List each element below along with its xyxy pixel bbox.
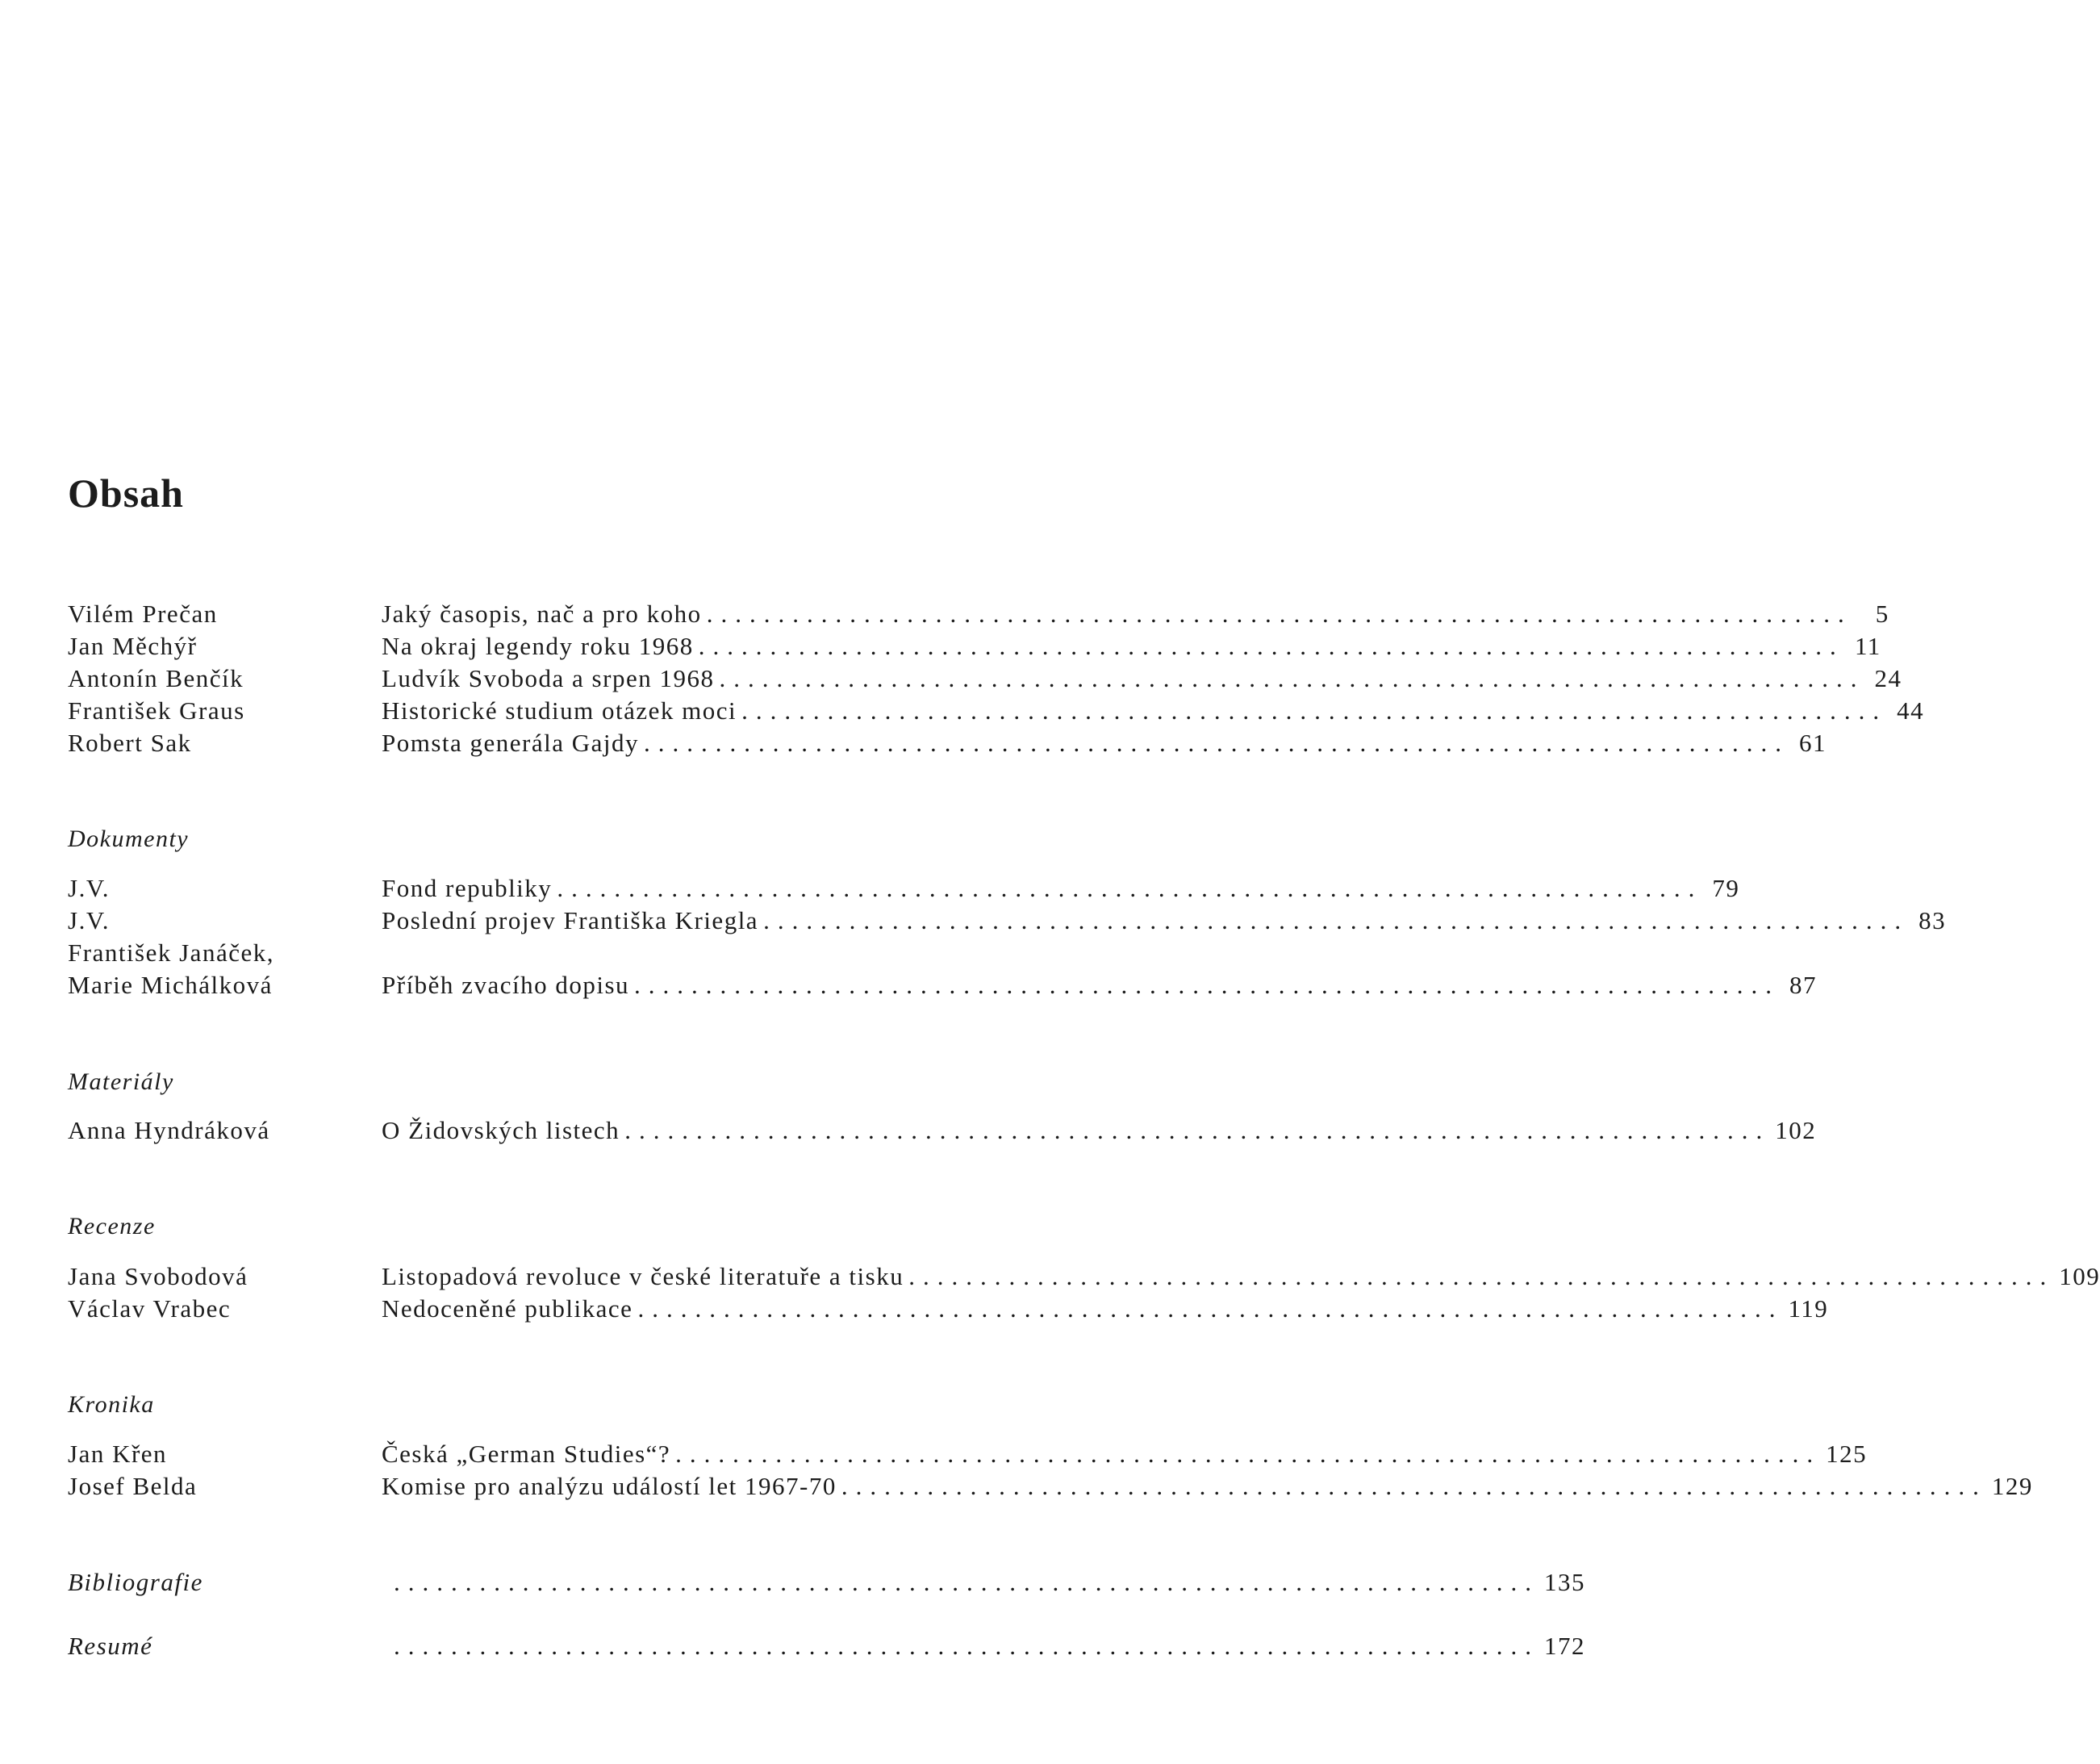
page-title: Obsah (68, 470, 184, 516)
entry-author: František Graus (68, 696, 245, 725)
dot-leader: ................................................................................ (624, 1116, 1771, 1144)
toc-entry[interactable] (68, 1260, 2100, 1293)
section-heading-materialy: Materiály (68, 1068, 174, 1095)
entry-title: Na okraj legendy roku 1968 (382, 632, 694, 660)
toc-entry[interactable] (68, 598, 1889, 630)
entry-author: Marie Michálková (68, 971, 273, 999)
toc-entry[interactable] (68, 630, 1881, 663)
toc-entry[interactable] (68, 1293, 1829, 1325)
entry-title: Historické studium otázek moci (382, 696, 737, 725)
entry-page: 87 (1789, 971, 1818, 999)
section-heading-kronika: Kronika (68, 1391, 155, 1418)
toc-entry[interactable] (68, 727, 1827, 759)
entry-title: Pomsta generála Gajdy (382, 729, 640, 757)
entry-page: 119 (1788, 1294, 1829, 1323)
dot-leader: ................................................................................ (637, 1294, 1784, 1323)
entry-page: 5 (1875, 600, 1889, 628)
dot-leader: ................................................................................ (719, 664, 1865, 692)
dot-leader: ................................................................................ (644, 729, 1790, 757)
entry-page: 44 (1897, 696, 1925, 725)
entry-author: Antonín Benčík (68, 664, 244, 692)
toc-entry[interactable] (68, 905, 1947, 937)
entry-title: Nedoceněné publikace (382, 1294, 633, 1323)
toc-entry[interactable] (68, 663, 1902, 695)
dot-leader: ................................................................................ (698, 632, 1844, 660)
entry-title: Komise pro analýzu událostí let 1967-70 (382, 1472, 837, 1500)
entry-title: Poslední projev Františka Kriegla (382, 906, 759, 934)
entry-page: 102 (1775, 1116, 1817, 1144)
entry-page: 109 (2059, 1262, 2100, 1290)
entry-author: J.V. (68, 874, 110, 902)
section-heading-recenze: Recenze (68, 1213, 156, 1239)
toc-entry[interactable] (68, 1114, 1817, 1147)
entry-title: Ludvík Svoboda a srpen 1968 (382, 664, 715, 692)
entry-author: Jan Měchýř (68, 632, 198, 660)
entry-page: 172 (1544, 1632, 1585, 1660)
dot-leader: ................................................................................ (908, 1262, 2055, 1290)
entry-title: Listopadová revoluce v české literatuře a tisku (382, 1262, 904, 1290)
toc-entry[interactable] (68, 1438, 1868, 1470)
entry-author: J.V. (68, 906, 110, 934)
toc-entry[interactable] (68, 695, 1925, 727)
entry-page: 11 (1854, 632, 1881, 660)
entry-page: 24 (1874, 664, 1902, 692)
dot-leader: ................................................................................ (634, 971, 1781, 999)
entry-author: Václav Vrabec (68, 1294, 232, 1323)
toc-entry[interactable] (68, 872, 1740, 905)
dot-leader: ................................................................................ (706, 600, 1852, 628)
toc-entry[interactable] (68, 969, 1818, 1001)
dot-leader: ................................................................................ (741, 696, 1888, 725)
entry-title: Příběh zvacího dopisu (382, 971, 630, 999)
entry-title: Česká „German Studies“? (382, 1440, 671, 1468)
toc-entry[interactable] (68, 1470, 2033, 1503)
dot-leader: ................................................................................ (557, 874, 1703, 902)
dot-leader: ................................................................................ (841, 1472, 1987, 1500)
entry-author: František Janáček, (68, 938, 274, 967)
toc-author-line (68, 937, 1070, 969)
entry-author: Anna Hyndráková (68, 1116, 270, 1144)
entry-page: 135 (1544, 1568, 1585, 1596)
entry-page: 125 (1826, 1440, 1868, 1468)
dot-leader: ................................................................................ (763, 906, 1910, 934)
entry-page: 79 (1712, 874, 1740, 902)
toc-entry-resume[interactable] (68, 1630, 1585, 1662)
toc-entry-bibliografie[interactable] (68, 1566, 1585, 1599)
entry-page: 61 (1799, 729, 1827, 757)
entry-title: Fond republiky (382, 874, 553, 902)
dot-leader: ................................................................................ (394, 1632, 1539, 1660)
dot-leader: ................................................................................ (675, 1440, 1822, 1468)
entry-title: Jaký časopis, nač a pro koho (382, 600, 702, 628)
section-heading-bibliografie: Bibliografie (68, 1568, 203, 1596)
section-heading-dokumenty: Dokumenty (68, 826, 190, 852)
entry-author: Robert Sak (68, 729, 192, 757)
entry-page: 83 (1918, 906, 1947, 934)
entry-author: Jana Svobodová (68, 1262, 248, 1290)
entry-author: Vilém Prečan (68, 600, 218, 628)
entry-page: 129 (1991, 1472, 2033, 1500)
entry-author: Josef Belda (68, 1472, 198, 1500)
dot-leader: ................................................................................ (394, 1568, 1539, 1596)
section-heading-resume: Resumé (68, 1632, 153, 1660)
entry-title: O Židovských listech (382, 1116, 620, 1144)
entry-author: Jan Křen (68, 1440, 168, 1468)
